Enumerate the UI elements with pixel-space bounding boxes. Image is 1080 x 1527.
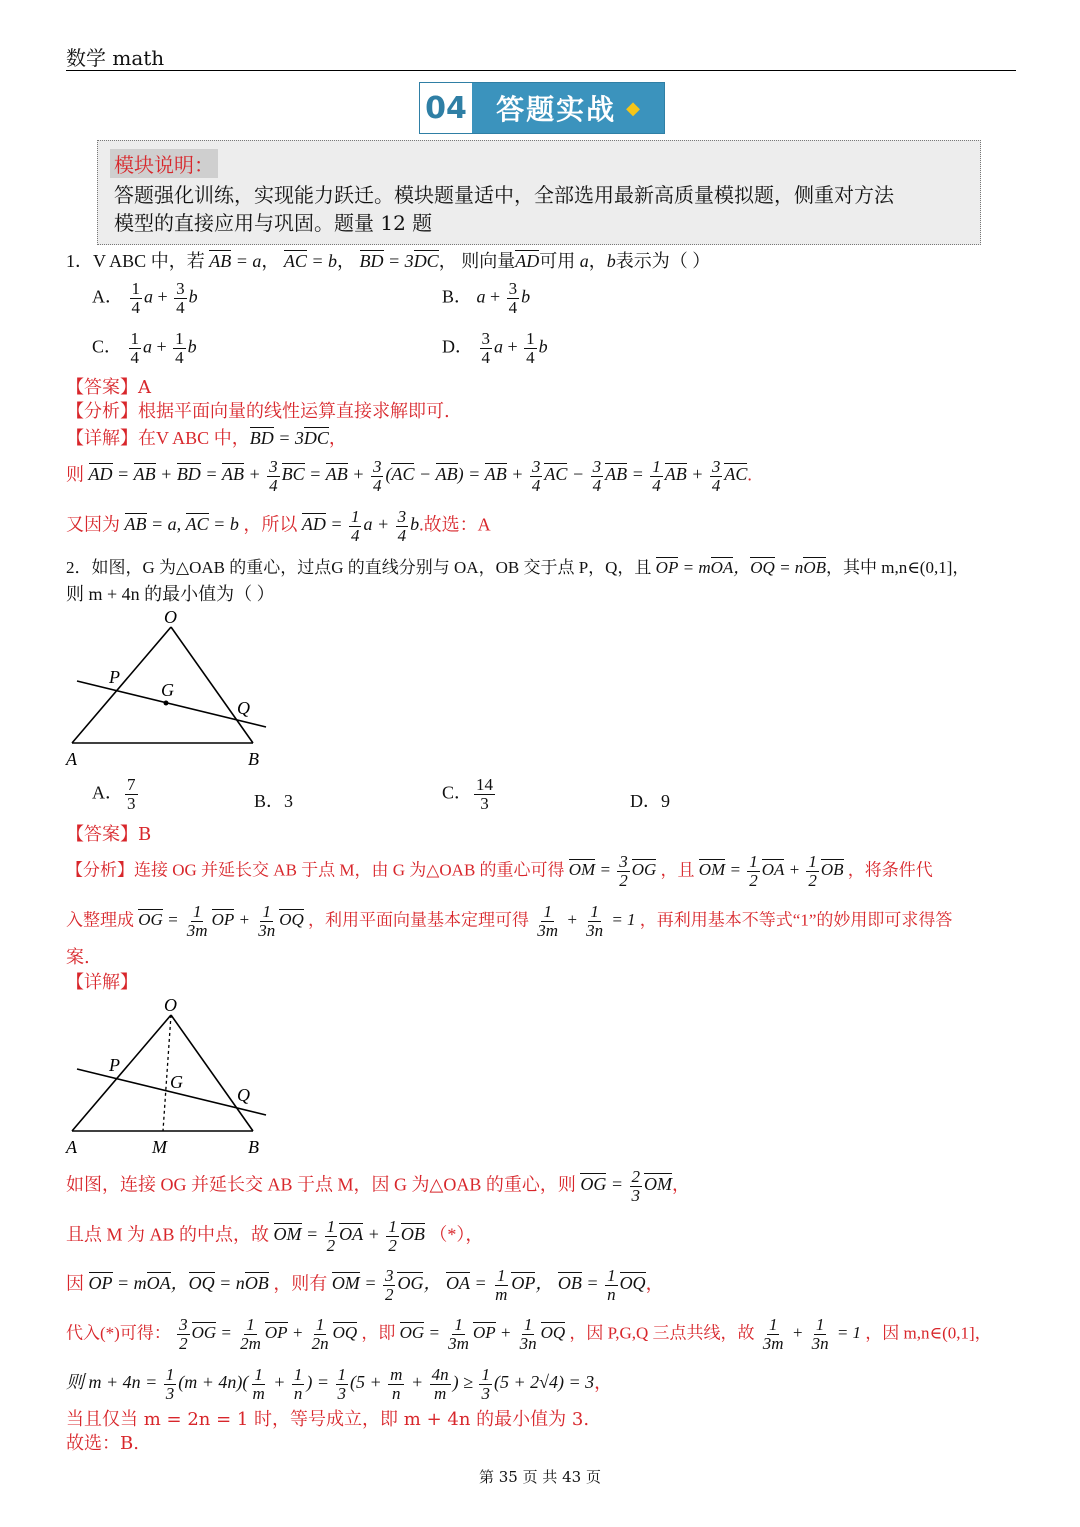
q1-option-c[interactable]: C． $\frac{1}{4}$ a + $\frac{1}{4}$ b xyxy=(92,329,197,367)
header-rule xyxy=(66,70,1016,71)
diamond-icon: ◆ xyxy=(626,97,640,119)
label-p: P xyxy=(109,667,120,687)
q1-option-b[interactable]: B． a + $\frac{3}{4}$ b xyxy=(442,279,531,317)
module-box xyxy=(97,140,981,245)
section-badge xyxy=(419,82,665,134)
q2-detail-label: 【详解】 xyxy=(66,972,138,993)
q2-answer: 【答案】B xyxy=(66,824,152,845)
side-oa xyxy=(72,627,171,743)
q2-detail-4: 代入(*)可得： $\frac{3}{2}$ OG = $\frac{1}{2m}$ OP + $\frac{1}{2n}$ OQ ，即 OG = $\frac{1}{3m}$ OP + $\frac{1}{3n}$ OQ ，因 P,G,Q 三点共线，故 $\frac{1}{3m}$ + $\frac{1}{3n}$ = 1 ，因 m,n∈(0,1]， xyxy=(66,1315,992,1353)
q2-detail-1: 如图，连接 OG 并延长交 AB 于点 M，因 G 为△OAB 的重心，则 OG = $\frac{2}{3}$ OM， xyxy=(66,1167,691,1205)
svg-text:A: A xyxy=(66,1137,77,1157)
q1-stem: 1．V ABC 中，若 AB = a， AC = b， BD = 3DC， 则向量AD可用 a，b表示为（ ） xyxy=(66,251,711,271)
side-ob xyxy=(171,627,253,743)
q2-detail-7: 故选：B. xyxy=(66,1433,139,1454)
q2-analysis-3: 案. xyxy=(66,947,90,968)
svg-text:B: B xyxy=(248,1137,259,1157)
label-g: G xyxy=(161,680,174,700)
label-q: Q xyxy=(237,698,250,718)
section-title: 答题实战 xyxy=(496,93,617,126)
q1-detail-2: 则 AD = AB + BD = AB + $\frac{3}{4}$ BC = AB + $\frac{3}{4}$ (AC − AB) = AB + $\frac{3}{4}$ AC − $\frac{3}{4}$ AB = $\frac{1}{4}$ AB + $\frac{3}{4}$ AC. xyxy=(66,457,752,495)
q2-detail-2: 且点 M 为 AB 的中点，故 OM = $\frac{1}{2}$ OA + $\frac{1}{2}$ OB （*）， xyxy=(66,1217,484,1255)
label-b: B xyxy=(248,749,259,769)
q2-option-b[interactable]: B．3 xyxy=(254,791,294,811)
q1-analysis: 【分析】根据平面向量的线性运算直接求解即可. xyxy=(66,401,450,422)
page-footer: 第 35 页 共 43 页 xyxy=(478,1468,601,1486)
point-g xyxy=(164,701,169,706)
q2-stem-1: 2．如图，G 为△OAB 的重心，过点G 的直线分别与 OA，OB 交于点 P，Q，且 OP = mOA，OQ = nOB，其中 m,n∈(0,1]， xyxy=(66,558,970,577)
q2-detail-3: 因 OP = mOA，OQ = nOB ，则有 OM = $\frac{3}{2}$ OG， OA = $\frac{1}{m}$ OP， OB = $\frac{1}{n}$ OQ， xyxy=(66,1266,664,1304)
svg-text:O: O xyxy=(164,995,177,1015)
q2-stem-2: 则 m + 4n 的最小值为（ ） xyxy=(66,584,275,604)
svg-text:M: M xyxy=(152,1137,167,1157)
q2-detail-5: 则 m + 4n = $\frac{1}{3}$ (m + 4n)( $\frac{1}{m}$ + $\frac{1}{n}$ ) = $\frac{1}{3}$ (5 + $\frac{m}{n}$ + $\frac{4n}{m}$ ) ≥ $\frac{1}{3}$ (5 + 2√4) = 3， xyxy=(66,1365,613,1403)
svg-text:P: P xyxy=(109,1055,120,1075)
label-o: O xyxy=(164,607,177,627)
page-header-subject: 数学 math xyxy=(66,46,165,70)
q1-detail-1: 【详解】在V ABC 中，BD = 3DC， xyxy=(66,428,347,448)
module-text-1: 答题强化训练，实现能力跃迁。模块题量适中，全部选用最新高质量模拟题，侧重对方法 xyxy=(114,183,894,207)
svg-text:G: G xyxy=(170,1072,183,1092)
q1-answer: 【答案】A xyxy=(66,377,151,398)
svg-text:Q: Q xyxy=(237,1085,250,1105)
q2-analysis-1: 【分析】连接 OG 并延长交 AB 于点 M，由 G 为△OAB 的重心可得 OM = $\frac{3}{2}$ OG ，且 OM = $\frac{1}{2}$ OA + $\frac{1}{2}$ OB ，将条件代 xyxy=(66,852,933,890)
q1-detail-3: 又因为 AB = a, AC = b ，所以 AD = $\frac{1}{4}$ a + $\frac{3}{4}$ b.故选：A xyxy=(66,507,491,545)
q2-option-c[interactable]: C． $\frac{14}{3}$ xyxy=(442,775,494,813)
q1-option-a[interactable]: A． $\frac{1}{4}$ a + $\frac{3}{4}$ b xyxy=(92,279,198,317)
section-number: 04 xyxy=(420,83,472,133)
q2-analysis-2: 入整理成 OG = $\frac{1}{3m}$ OP + $\frac{1}{3n}$ OQ ，利用平面向量基本定理可得 $\frac{1}{3m}$ + $\frac{1}{3n}$ = 1 ，再利用基本不等式“1”的妙用即可求得答 xyxy=(66,902,953,940)
q2-detail-6: 当且仅当 m = 2n = 1 时，等号成立，即 m + 4n 的最小值为 3. xyxy=(66,1409,590,1430)
module-text-2: 模型的直接应用与巩固。题量 12 题 xyxy=(114,211,433,235)
q1-option-d[interactable]: D． $\frac{3}{4}$ a + $\frac{1}{4}$ b xyxy=(442,329,548,367)
q2-option-a[interactable]: A． $\frac{7}{3}$ xyxy=(92,775,136,813)
q2-option-d[interactable]: D．9 xyxy=(630,791,670,811)
module-heading: 模块说明： xyxy=(110,149,218,178)
label-a: A xyxy=(66,749,77,769)
q2-triangle-figure xyxy=(60,605,280,770)
q2-detail-figure xyxy=(60,993,280,1158)
